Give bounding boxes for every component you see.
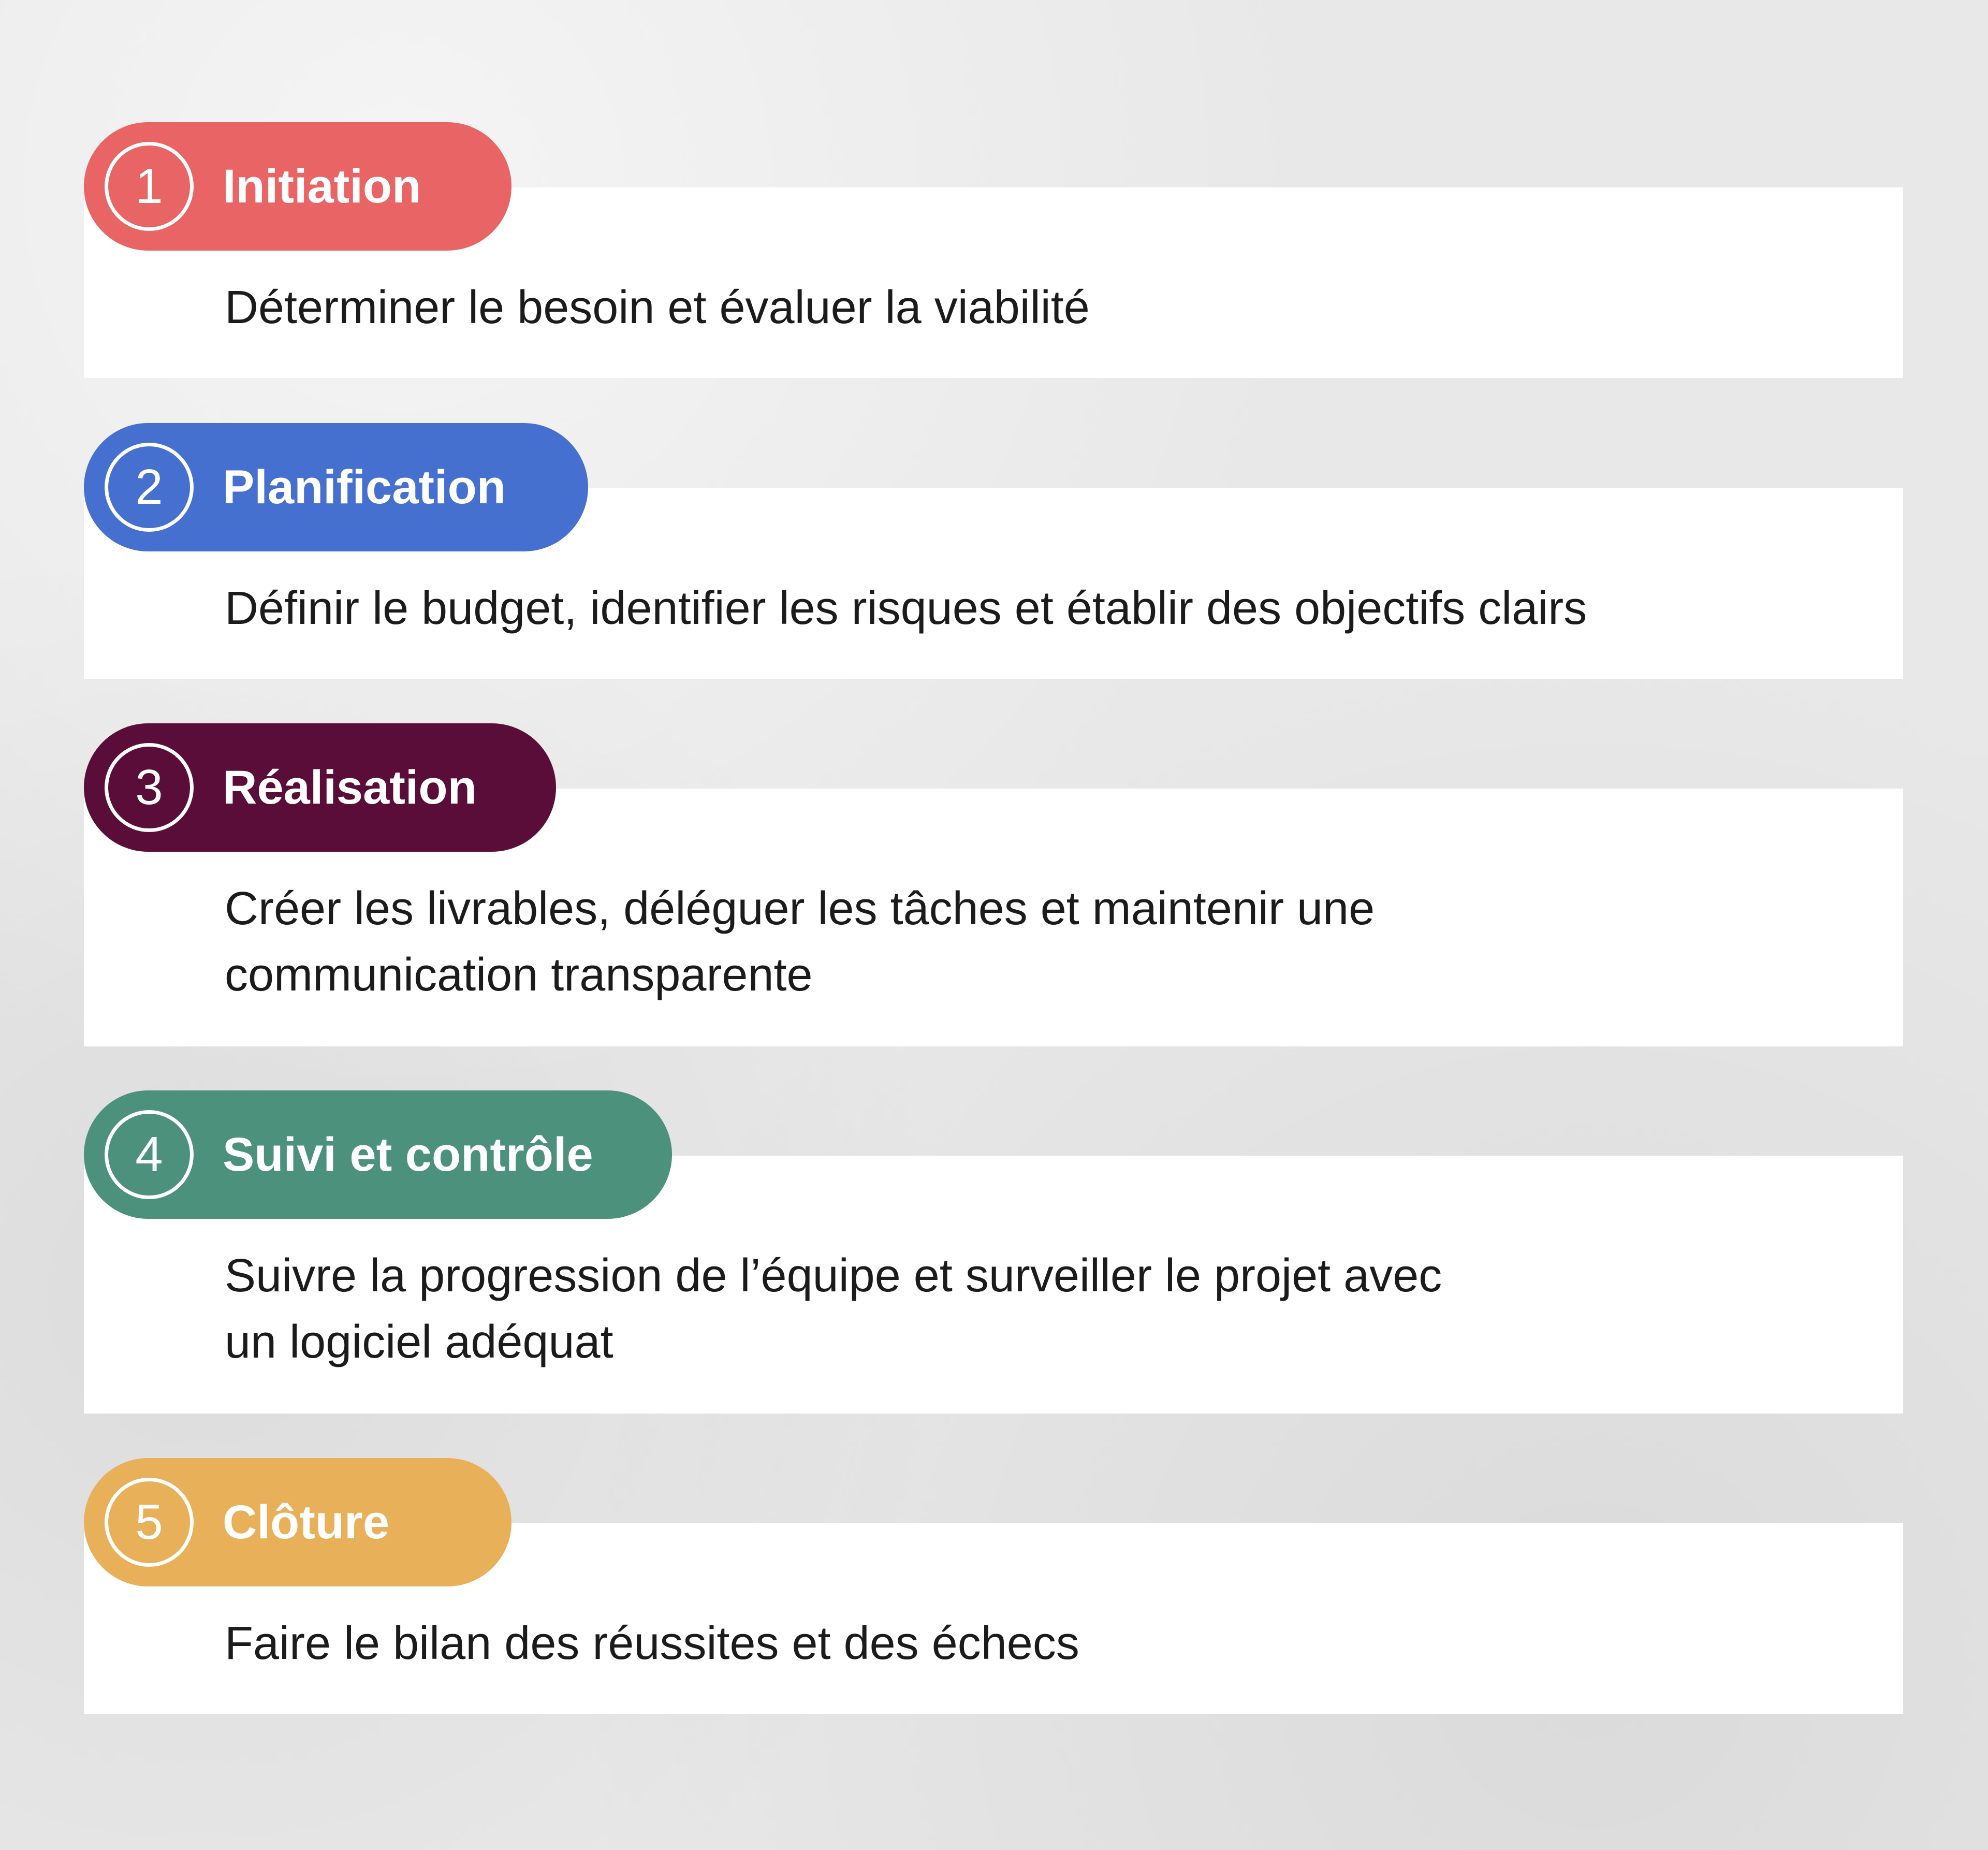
step-planification [84,423,1903,679]
step-badge [84,423,588,551]
step-title: Initiation [223,159,421,213]
step-number: 3 [105,743,194,832]
step-title: Planification [223,460,506,514]
step-badge [84,723,556,852]
step-description: Faire le bilan des réussites et des échecs [225,1618,1079,1669]
step-badge [84,122,511,251]
step-badge [84,1090,672,1219]
step-number: 2 [105,443,194,532]
step-title: Suivi et contrôle [223,1128,593,1181]
step-badge [84,1458,511,1586]
step-title: Réalisation [223,761,477,814]
step-number: 5 [105,1478,194,1567]
step-number: 1 [105,142,194,231]
step-description: Déterminer le besoin et évaluer la viabilité [225,282,1090,333]
step-description: Définir le budget, identifier les risques et établir des objectifs clairs [225,582,1587,634]
step-description: Créer les livrables, déléguer les tâches et maintenir une communication transparente [225,883,1375,1001]
step-description: Suivre la progression de l’équipe et surveiller le projet avec un logiciel adéquat [225,1250,1442,1368]
step-title: Clôture [223,1495,389,1549]
step-realisation [84,723,1903,1046]
step-number: 4 [105,1110,194,1199]
step-initiation [84,122,1903,378]
step-cloture [84,1458,1903,1714]
step-suivi-controle [84,1090,1903,1414]
